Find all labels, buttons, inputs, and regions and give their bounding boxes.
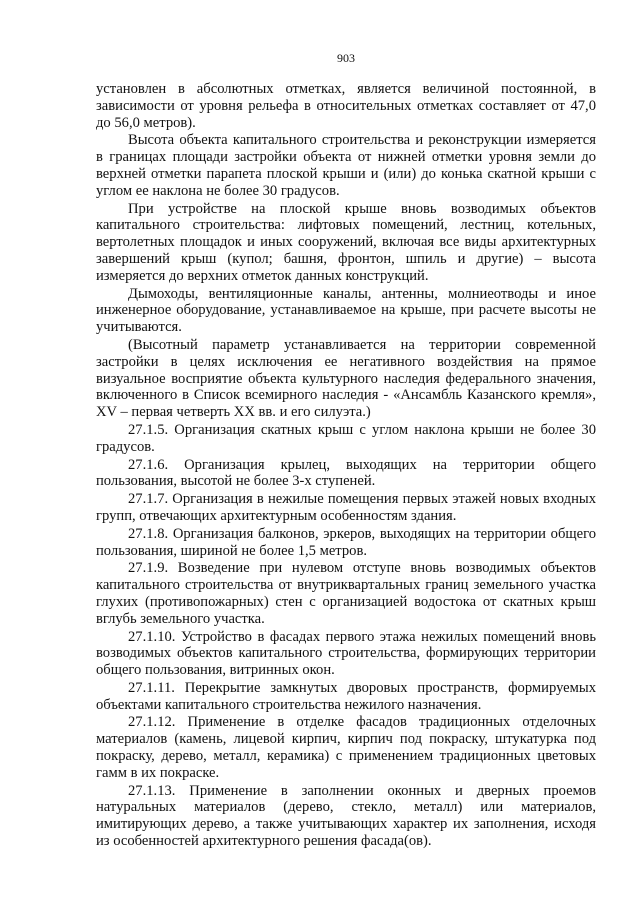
paragraph: (Высотный параметр устанавливается на территории современной застройки в целях исключения ее негативного воздействия на прямое визуальное восприятие объекта культурного наследия федерального значения, включенного в Список всемирного наследия - «Ансамбль Казанского кремля», XV – первая четверть XX вв. и его силуэта.) [96, 336, 596, 421]
page-number: 903 [337, 51, 355, 65]
paragraph: установлен в абсолютных отметках, является величиной постоянной, в зависимости от уровня рельефа в относительных отметках составляет от 47,0 до 56,0 метров). [96, 81, 596, 131]
paragraph-27-1-5: 27.1.5. Организация скатных крыш с углом наклона крыши не более 30 градусов. [96, 421, 596, 455]
paragraph-27-1-8: 27.1.8. Организация балконов, эркеров, выходящих на территории общего пользования, шириной не более 1,5 метров. [96, 525, 596, 559]
document-body [96, 81, 596, 850]
paragraph: Высота объекта капитального строительства и реконструкции измеряется в границах площади застройки объекта от нижней отметки уровня земли до верхней отметки парапета плоской крыши и (или) до конька скатной крыши с углом ее наклона не более 30 градусов. [96, 132, 596, 199]
paragraph-27-1-11: 27.1.11. Перекрытие замкнутых дворовых пространств, формируемых объектами капитального строительства нежилого назначения. [96, 679, 596, 713]
paragraph-27-1-6: 27.1.6. Организация крылец, выходящих на территории общего пользования, высотой не более 3-х ступеней. [96, 456, 596, 490]
paragraph: Дымоходы, вентиляционные каналы, антенны, молниеотводы и иное инженерное оборудование, устанавливаемое на крыше, при расчете высоты не учитываются. [96, 285, 596, 336]
paragraph-27-1-9: 27.1.9. Возведение при нулевом отступе вновь возводимых объектов капитального строительства от внутриквартальных границ земельного участка глухих (противопожарных) стен с организацией водостока от скатных крыш вглубь земельного участка. [96, 560, 596, 627]
paragraph-27-1-12: 27.1.12. Применение в отделке фасадов традиционных отделочных материалов (камень, лицевой кирпич, кирпич под покраску, штукатурка под покраску, дерево, металл, керамика) с применением традиционных цветовых гамм в их покраске. [96, 714, 596, 781]
paragraph-27-1-7: 27.1.7. Организация в нежилые помещения первых этажей новых входных групп, отвечающих архитектурным особенностям здания. [96, 491, 596, 524]
paragraph: При устройстве на плоской крыше вновь возводимых объектов капитального строительства: лифтовых помещений, лестниц, котельных, вертолетных площадок и иных сооружений, включая все виды архитектурных завершений крыш (купол; башня, фронтон, шпиль и другие) – высота измеряется до верхних отметок данных конструкций. [96, 200, 596, 284]
paragraph-27-1-13: 27.1.13. Применение в заполнении оконных и дверных проемов натуральных материалов (дерево, стекло, металл) или материалов, имитирующих дерево, а также учитывающих характер их заполнения, исходя из особенностей архитектурного решения фасада(ов). [96, 782, 596, 850]
paragraph-27-1-10: 27.1.10. Устройство в фасадах первого этажа нежилых помещений вновь возводимых объектов капитального строительства, формирующих территории общего пользования, витринных окон. [96, 628, 596, 679]
